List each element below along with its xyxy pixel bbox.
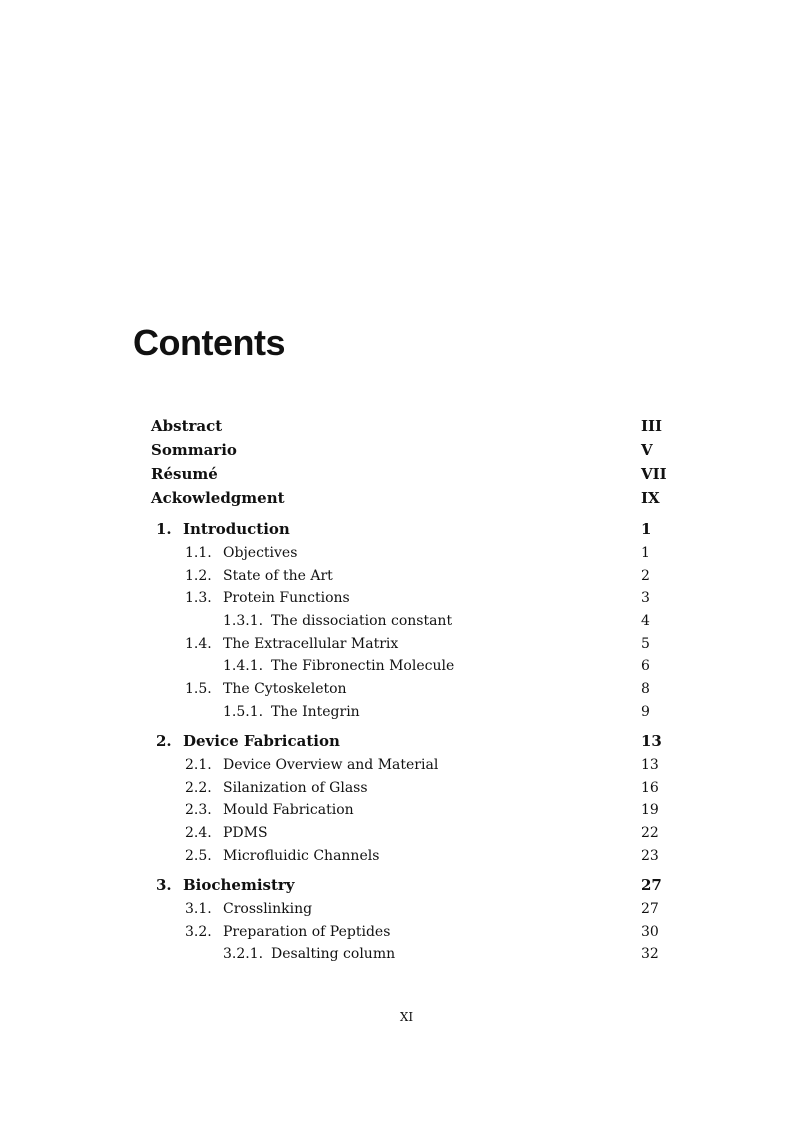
toc-entry-title: Device Overview and Material [223,757,439,773]
toc-entry-page: 5 [641,636,650,652]
toc-section-2-5[interactable] [0,845,793,867]
toc-subsection-1-4-1[interactable] [0,655,793,677]
toc-entry-title: The Fibronectin Molecule [271,658,455,674]
toc-entry-number: 2.5. [185,848,212,864]
toc-front-abstract[interactable] [0,415,793,437]
toc-section-1-4[interactable] [0,633,793,655]
toc-entry-title: Crosslinking [223,901,313,917]
toc-entry-number: 1.4.1. [223,658,264,674]
toc-entry-title: The Cytoskeleton [223,681,347,697]
toc-chapter-number: 2. [156,732,172,750]
toc-entry-page: 19 [641,802,659,818]
toc-entry-number: 2.4. [185,825,212,841]
page-number: XI [399,1010,414,1024]
toc-entry-title: Résumé [151,465,218,483]
toc-subsection-1-5-1[interactable] [0,701,793,723]
toc-entry-title: State of the Art [223,568,333,584]
toc-chapter-title: Device Fabrication [183,732,340,750]
toc-entry-page: 22 [641,825,659,841]
toc-entry-title: PDMS [223,825,268,841]
toc-section-2-1[interactable] [0,754,793,776]
toc-entry-number: 2.2. [185,780,212,796]
toc-section-1-3[interactable] [0,587,793,609]
toc-entry-number: 3.2. [185,924,212,940]
toc-section-1-2[interactable] [0,565,793,587]
toc-entry-page: V [641,441,653,459]
toc-chapter-title: Biochemistry [183,876,295,894]
toc-section-3-1[interactable] [0,898,793,920]
toc-section-2-2[interactable] [0,777,793,799]
toc-chapter-number: 1. [156,520,172,538]
toc-entry-page: 16 [641,780,659,796]
toc-entry-page: 3 [641,590,650,606]
toc-entry-page: 6 [641,658,650,674]
toc-section-2-3[interactable] [0,799,793,821]
toc-entry-title: Desalting column [271,946,396,962]
toc-entry-page: 1 [641,545,650,561]
toc-entry-page: VII [641,465,667,483]
toc-entry-page: 13 [641,757,659,773]
toc-entry-page: 4 [641,613,650,629]
toc-chapter-3[interactable] [0,874,793,896]
toc-entry-number: 3.2.1. [223,946,264,962]
toc-chapter-2[interactable] [0,730,793,752]
toc-entry-page: 8 [641,681,650,697]
toc-entry-page: 9 [641,704,650,720]
toc-entry-number: 2.1. [185,757,212,773]
toc-subsection-1-3-1[interactable] [0,610,793,632]
toc-front-resume[interactable] [0,463,793,485]
toc-chapter-page: 27 [641,876,662,894]
toc-entry-title: The Extracellular Matrix [223,636,399,652]
toc-entry-page: III [641,417,663,435]
toc-chapter-page: 1 [641,520,652,538]
toc-entry-title: Microfluidic Channels [223,848,380,864]
toc-entry-page: 23 [641,848,659,864]
toc-section-3-2[interactable] [0,921,793,943]
toc-entry-title: Mould Fabrication [223,802,354,818]
toc-entry-number: 1.1. [185,545,212,561]
toc-entry-title: Ackowledgment [151,489,285,507]
toc-entry-page: 2 [641,568,650,584]
toc-entry-number: 2.3. [185,802,212,818]
toc-front-acknowledgment[interactable] [0,487,793,509]
toc-subsection-3-2-1[interactable] [0,943,793,965]
toc-entry-title: The Integrin [271,704,360,720]
toc-chapter-1[interactable] [0,518,793,540]
toc-entry-number: 1.2. [185,568,212,584]
toc-entry-page: 32 [641,946,659,962]
toc-chapter-number: 3. [156,876,172,894]
toc-section-1-5[interactable] [0,678,793,700]
toc-entry-title: Silanization of Glass [223,780,368,796]
toc-entry-number: 1.4. [185,636,212,652]
toc-chapter-page: 13 [641,732,662,750]
toc-section-2-4[interactable] [0,822,793,844]
toc-entry-page: 27 [641,901,659,917]
toc-entry-number: 1.5. [185,681,212,697]
toc-entry-number: 1.3.1. [223,613,264,629]
toc-entry-number: 3.1. [185,901,212,917]
toc-entry-number: 1.5.1. [223,704,264,720]
toc-entry-title: Protein Functions [223,590,350,606]
toc-entry-title: Abstract [151,417,223,435]
toc-chapter-title: Introduction [183,520,290,538]
toc-entry-page: 30 [641,924,659,940]
toc-entry-title: Preparation of Peptides [223,924,391,940]
toc-entry-page: IX [641,489,660,507]
toc-front-sommario[interactable] [0,439,793,461]
toc-entry-title: The dissociation constant [271,613,453,629]
toc-entry-number: 1.3. [185,590,212,606]
page-title: Contents [133,322,285,363]
toc-entry-title: Objectives [223,545,298,561]
toc-section-1-1[interactable] [0,542,793,564]
toc-entry-title: Sommario [151,441,237,459]
